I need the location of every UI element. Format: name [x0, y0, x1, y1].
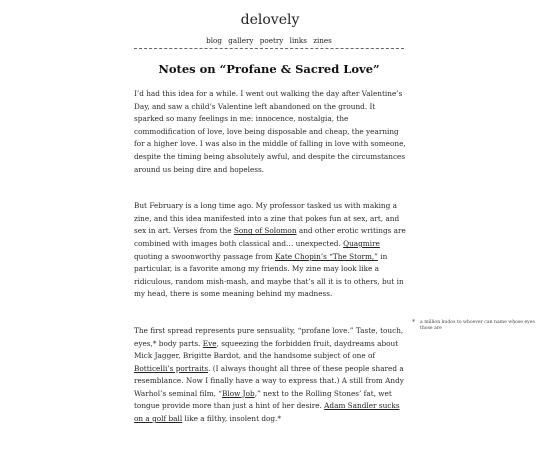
text-span: quoting a swoonworthy passage from	[134, 251, 276, 261]
post-content	[134, 88, 406, 450]
text-span: . (I always thought all three of these people shared a resemblance. Now I finally have a way to express that.) A still from Andy Warhol’s seminal film, “	[134, 363, 404, 398]
footnote-marker: *	[412, 319, 415, 326]
text-span: in particular, is a favorite among my friends. My zine may look like a ridiculous, random mish-mash, and maybe that’s all it is to others, but in my head, there is some meaning behind my madness.	[134, 251, 404, 299]
post-title: Notes on “Profane & Sacred Love”	[158, 62, 380, 76]
link-the-storm[interactable]: Kate Chopin’s “The Storm,”	[275, 251, 378, 261]
link-blow-job[interactable]: Blow Job	[222, 388, 255, 398]
link-adam-sandler[interactable]: Adam Sandler sucks on a golf ball	[134, 401, 400, 424]
footnote-text: a million kudos to whoever can name whose eyes those are	[420, 320, 535, 331]
link-botticelli-portraits[interactable]: Botticelli’s portraits	[134, 363, 209, 373]
text-span: But February is a long time ago. My professor tasked us with making a zine, and this idea manifested into a zine that pokes fun at sex, art, and sex in art. Verses from the	[134, 201, 400, 236]
nav-link-zines[interactable]: zines	[313, 36, 332, 45]
paragraph-2	[134, 200, 406, 301]
paragraph-1: I’d had this idea for a while. I went out walking the day after Valentine’s Day, and saw a child’s Valentine left abandoned on the ground. It sparked so many feelings in me: innocence, nostalgia, the commodification of love, love being disposable and cheap, the yearning for a higher love. I was also in the middle of falling in love with someone, despite the timing being absolutely awful, and despite the circumstances around us being dire and hopeless.	[134, 89, 406, 174]
text-span: like a filthy, insolent dog.*	[182, 414, 282, 424]
main-nav	[134, 36, 404, 49]
site-title[interactable]: delovely	[240, 12, 300, 28]
text-span: ,” next to the Rolling Stones’ fat, wet tongue provide more than just a hint of her desire.	[134, 388, 392, 411]
sidenote	[412, 319, 538, 332]
paragraph-3	[134, 325, 406, 426]
text-span: The first spread represents pure sensuality, “profane love.” Taste, touch, eyes,* body parts.	[134, 325, 404, 348]
link-eve[interactable]: Eve	[202, 338, 217, 348]
nav-link-links[interactable]: links	[289, 36, 307, 45]
nav-link-poetry[interactable]: poetry	[259, 36, 284, 45]
nav-link-gallery[interactable]: gallery	[228, 36, 254, 45]
text-span: and other erotic writings are combined with images both classical and… unexpected.	[134, 226, 406, 248]
nav-link-blog[interactable]: blog	[206, 36, 222, 45]
text-span: , squeezing the forbidden fruit, daydreams about Mick Jagger, Brigitte Bardot, and the handsome subject of one of	[134, 338, 399, 361]
link-song-of-solomon[interactable]: Song of Solomon	[233, 226, 297, 236]
link-quagmire[interactable]: Quagmire	[343, 238, 380, 248]
